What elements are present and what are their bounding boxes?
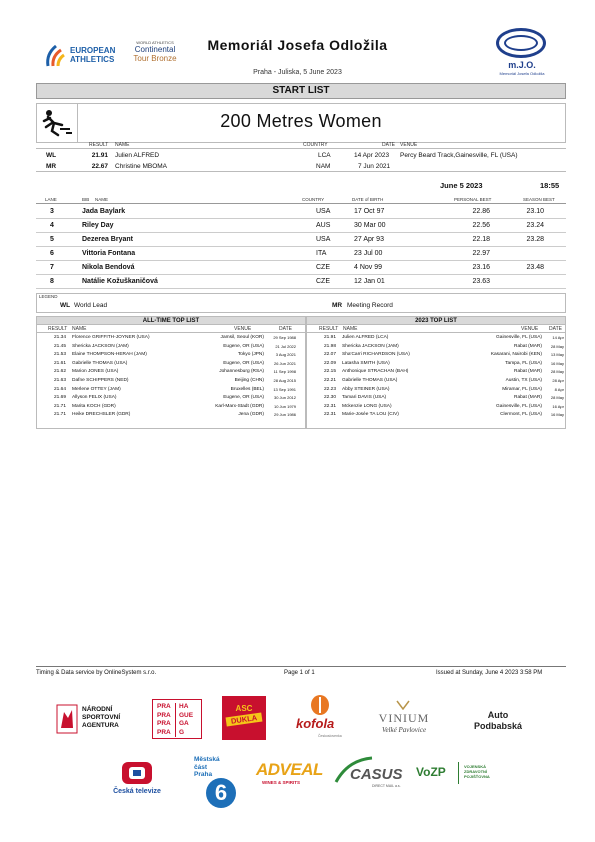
top-list-venue: Karl-Marx-Stadt (GDR) [215,403,264,409]
table-row [306,378,566,387]
auto-line1: Auto [487,710,509,720]
record-result: 22.67 [91,163,108,170]
athlete-country: CZE [316,264,330,271]
top-list-venue: Johannesburg (RSA) [219,369,264,375]
top-list-result: 21.61 [53,360,66,366]
athlete-country: USA [316,236,331,243]
lane: 3 [50,208,54,215]
top-list-name: Merlene OTTEY (JAM) [72,386,121,392]
lane: 6 [50,250,54,257]
kofola-logo [292,694,348,744]
kofola-leaf-icon [308,694,332,716]
legend-code: MR [332,302,343,309]
praha-cell: PRA [157,728,171,736]
top-list-date: 30 Jun 2012 [273,395,296,401]
top-list-name: Abby STEINER (USA) [342,386,390,392]
adveal-text: ADVEAL [256,760,323,779]
athlete-dob: 12 Jan 01 [354,278,385,285]
asc-line1: ASC [235,704,253,713]
athlete-pb: 22.18 [472,236,490,243]
athlete-pb: 22.86 [472,208,490,215]
athlete-dob: 17 Oct 97 [354,208,385,215]
athlete-country: ITA [316,250,327,257]
ct-screen-icon [120,760,154,786]
legend-text: World Lead [74,302,108,309]
record-name: Christine MBOMA [115,163,168,170]
praha-cell: PRA [157,720,171,728]
record-code: WL [46,152,57,159]
season-header-venue: VENUE [521,326,539,332]
footer-page: Page 1 of 1 [284,670,315,676]
kofola-sub: Českoslovenka [318,734,342,738]
table-row [36,275,566,289]
top-list-name: Tamari DAVIS (USA) [342,395,387,401]
top-list-result: 21.91 [323,335,336,340]
adveal-logo [256,760,332,790]
vozp-sub1: VOJENSKÁ [464,764,487,769]
records-header-name: NAME [115,142,130,148]
vozp-sub3: POJIŠŤOVNA [464,774,490,779]
legend-label: LEGEND [39,294,58,299]
top-list-result: 21.63 [53,378,66,383]
table-row [306,395,566,404]
lane: 4 [50,222,54,229]
athlete-sb: 23.10 [526,208,544,215]
record-date: 7 Jun 2021 [358,163,391,170]
top-list-result: 22.09 [323,360,336,366]
mc6-number: 6 [206,778,236,808]
table-row [306,344,566,353]
top-list-venue: Gainesville, FL (USA) [496,335,542,340]
athlete-name: Riley Day [82,222,114,229]
top-list-date: 21 Jul 2022 [275,343,296,349]
athlete-name: Vittoria Fontana [82,250,136,257]
record-date: 14 Apr 2023 [354,152,390,159]
top-list-name: Marita KOCH (GDR) [72,403,116,409]
record-code: MR [46,163,57,170]
athlete-pb: 23.63 [472,278,490,285]
top-list-result: 21.98 [323,343,336,349]
records-header-venue: VENUE [400,142,418,148]
meet-title: Memoriál Josefa Odložila [207,37,388,53]
mc-praha6-logo [192,756,244,810]
adveal-sub: WINES & SPIRITS [262,780,301,785]
mjo-inner-oval-icon [504,35,538,51]
top-list-result: 22.21 [323,378,336,383]
top-list-name: Julien ALFRED (LCA) [342,335,389,340]
ea-logo-line1: EUROPEAN [70,46,116,55]
mc6-line1: Městská [194,756,220,763]
kofola-text: kofola [296,716,335,731]
table-row [36,369,306,378]
top-list-date: 29 Sep 1988 [273,335,296,340]
athlete-name: Nikola Bendová [82,264,135,271]
praha-cell: PRA [157,703,171,710]
season-divider [306,332,566,333]
table-row [36,335,306,344]
season-header-name: NAME [343,326,358,332]
top-list-venue: Jena (GDR) [238,412,264,418]
casus-text: CASUS [350,766,403,783]
record-name: Julien ALFRED [115,152,160,159]
alltime-header-result: RESULT [48,326,68,332]
season-header-result: RESULT [319,326,339,332]
athlete-sb: 23.48 [526,264,544,271]
top-list-result: 21.45 [53,343,66,349]
top-list-date: 16 May [550,412,564,418]
start-list-bar: START LIST [36,83,566,99]
casus-logo [334,756,412,792]
ea-logo-line2: ATHLETICS [70,55,115,64]
header-pb: PERSONAL BEST [454,197,492,202]
records-header-country: COUNTRY [303,142,328,148]
header-lane: LANE [45,197,57,202]
header-country: COUNTRY [302,197,325,202]
top-list-venue: Miramar, FL (USA) [502,386,542,392]
top-list-venue: Bruxelles (BEL) [230,386,264,392]
top-list-result: 21.71 [53,403,66,409]
praha-cell: GUE [179,711,194,719]
table-row [36,233,566,247]
header-bib: BIB [82,197,90,202]
top-list-result: 22.30 [323,395,336,401]
table-row [36,344,306,353]
season-header-date: DATE [549,326,562,332]
mjo-logo [492,26,552,78]
table-row [36,378,306,387]
table-row [36,205,566,219]
athlete-dob: 30 Mar 00 [354,222,386,229]
top-list-venue: Rabat (MAR) [514,395,542,401]
top-list-date: 16 May [550,360,564,366]
table-row [306,387,566,396]
top-list-date: 10 Jun 1979 [273,403,296,409]
top-list-venue: Rabat (MAR) [514,369,542,375]
asc-dukla-logo [222,696,266,740]
top-list-name: Dafne SCHIPPERS (NED) [72,378,129,383]
mjo-logo-text: m.J.O. [508,60,536,70]
lane: 8 [50,278,54,285]
athlete-country: AUS [316,222,331,229]
table-row [36,412,306,421]
top-list-result: 21.64 [53,386,66,392]
event-date: June 5 2023 [440,181,483,190]
table-row [36,219,566,233]
athlete-country: CZE [316,278,330,285]
top-list-date: 3 Aug 2021 [275,352,296,358]
top-list-name: Allyson FELIX (USA) [72,395,117,401]
praha-cell: HA [179,703,189,710]
top-list-result: 22.31 [323,412,336,418]
top-list-name: Mckenzie LONG (USA) [342,403,392,409]
top-list-name: Latasha SMITH (USA) [342,360,390,366]
vinium-logo [368,700,440,740]
table-row [36,247,566,261]
top-list-result: 22.15 [323,369,336,375]
athlete-dob: 23 Jul 00 [354,250,383,257]
athlete-sb: 23.24 [526,222,544,229]
lane: 7 [50,264,54,271]
top-list-name: Anthonique STRACHAN (BAH) [342,369,409,375]
record-result: 21.91 [91,152,108,159]
alltime-header-date: DATE [279,326,292,332]
athlete-country: USA [316,208,331,215]
table-row [36,261,566,275]
athlete-name: Jada Baylark [82,208,126,215]
top-list-result: 21.71 [53,412,66,418]
start-list-header [36,196,566,204]
top-list-date: 28 May [550,343,564,349]
auto-line2: Podbabská [473,721,522,731]
nsa-line3: AGENTURA [82,722,119,729]
legend-text: Meeting Record [347,302,393,309]
top-list-result: 22.31 [323,403,336,409]
top-list-name: Marie-Josée TA LOU (CIV) [342,412,399,418]
praha-cell: PRA [157,711,171,719]
vozp-text: VoZP [416,765,446,779]
top-list-name: Shericka JACKSON (JAM) [72,343,129,349]
athlete-name: Natálie Kožuškaničová [82,278,158,285]
top-list-venue: Eugene, OR (USA) [223,360,264,366]
top-list-venue: Rabat (MAR) [514,343,542,349]
table-row [306,352,566,361]
top-list-venue: Eugene, OR (USA) [223,343,264,349]
top-list-date: 8 Apr [554,386,564,392]
footer-divider [36,666,566,667]
nsa-line2: SPORTOVNÍ [82,714,121,721]
athlete-name: Dezerea Bryant [82,236,133,243]
casus-sub: DIRECT MAIL a.s. [372,784,401,788]
mjo-logo-sub: Memoriál Josefa Odložila [499,71,545,76]
auto-podbabska-logo [462,710,534,736]
top-list-date: 28 Apr [552,378,564,383]
ct-logo-small: WORLD ATHLETICS [136,40,174,45]
vozp-logo [416,762,522,786]
table-row [306,335,566,344]
footer-issued: Issued at Sunday, June 4 2023 3:58 PM [436,670,543,676]
ct-logo-line1: Continental [134,45,176,54]
table-row [306,369,566,378]
event-title: 200 Metres Women [220,111,382,131]
top-list-result: 21.53 [53,352,66,358]
legend-box [36,293,566,313]
top-list-name: Marion JONES (USA) [72,369,119,375]
top-list-result: 21.69 [53,395,66,401]
top-list-name: Florence GRIFFITH-JOYNER (USA) [72,335,150,340]
footer-timing: Timing & Data service by OnlineSystem s.r.o. [36,670,157,676]
nsa-logo [56,702,138,736]
vozp-sub2: ZDRAVOTNÍ [464,769,488,774]
alltime-header-name: NAME [72,326,87,332]
ceska-televize-logo [102,760,172,798]
vozp-divider [458,762,459,784]
top-list-name: Shericka JACKSON (JAM) [342,343,399,349]
record-venue: Percy Beard Track,Gainesville, FL (USA) [400,152,518,159]
top-list-venue: Jamsil, Seoul (KOR) [220,335,264,340]
athlete-dob: 27 Apr 93 [354,236,384,243]
top-list-name: Gabrielle THOMAS (USA) [72,360,128,366]
vinium-sub: Velké Pavlovice [381,726,427,734]
nsa-line1: NÁRODNÍ [82,706,113,713]
top-list-date: 14 Apr [552,335,564,340]
grape-icon [396,700,410,710]
top-list-result: 21.62 [53,369,66,375]
ct-text: Česká televize [113,788,161,795]
legend-code: WL [60,302,71,309]
mc6-line3: Praha [194,771,213,778]
top-list-venue: Tampa, FL (USA) [505,360,542,366]
athlete-pb: 22.97 [472,250,490,257]
athlete-sb: 23.28 [526,236,544,243]
athlete-pb: 23.16 [472,264,490,271]
top-list-name: Sha'Carri RICHARDSON (USA) [342,352,410,358]
top-list-venue: Clermont, FL (USA) [500,412,542,418]
alltime-title: ALL-TIME TOP LIST [36,316,306,325]
top-list-date: 16 Apr [552,403,564,409]
top-list-venue: Gainesville, FL (USA) [496,403,542,409]
top-list-venue: Tokyo (JPN) [237,352,264,358]
table-row [36,387,306,396]
records-header-result: RESULT [89,142,109,148]
record-country: LCA [318,152,331,159]
praha-cell: GA [179,720,189,728]
asc-line2: DUKLA [226,713,263,727]
top-list-venue: Eugene, OR (USA) [223,395,264,401]
praha-cell: G [179,728,185,736]
header-name: NAME [95,197,109,202]
top-list-date: 28 Aug 2015 [273,378,296,383]
top-list-venue: Kasarani, Nairobi (KEN) [490,352,542,358]
top-list-date: 13 Sep 1991 [273,386,296,392]
praha-logo [152,699,202,739]
event-time: 18:55 [540,181,560,190]
records-header-date: DATE [382,142,395,148]
mc6-line2: část [194,763,208,771]
alltime-header-venue: VENUE [234,326,252,332]
header-sb: SEASON BEST [523,197,555,202]
lane: 5 [50,236,54,243]
ct-logo-line2: Tour Bronze [133,54,177,63]
table-row [36,352,306,361]
top-list-date: 28 May [550,369,564,375]
header-dob: DATE of BIRTH [352,197,384,202]
top-list-date: 28 May [550,395,564,401]
top-list-name: Heike DRECHSLER (GDR) [72,412,131,418]
top-list-result: 22.23 [323,386,336,392]
top-list-date: 13 May [550,352,564,358]
table-row [306,412,566,421]
top-list-name: Elaine THOMPSON-HERAH (JAM) [72,352,147,358]
top-list-date: 29 Jun 1986 [273,412,296,418]
lion-crest-icon [56,704,78,734]
top-list-result: 21.34 [53,335,66,340]
season-title: 2023 TOP LIST [306,316,566,325]
alltime-divider [36,332,306,333]
record-country: NAM [316,163,331,170]
top-list-venue: Beijing (CHN) [234,378,264,383]
meet-subtitle: Praha - Juliska, 5 June 2023 [253,69,342,76]
vinium-text: VINIUM [378,711,430,725]
top-list-result: 22.07 [323,352,336,358]
top-list-name: Gabrielle THOMAS (USA) [342,378,398,383]
athlete-pb: 22.56 [472,222,490,229]
table-row [36,395,306,404]
top-list-venue: Austin, TX (USA) [505,378,542,383]
top-list-date: 11 Sep 1998 [273,369,296,375]
top-list-date: 26 Jun 2021 [273,360,296,366]
athlete-dob: 4 Nov 99 [354,264,383,271]
